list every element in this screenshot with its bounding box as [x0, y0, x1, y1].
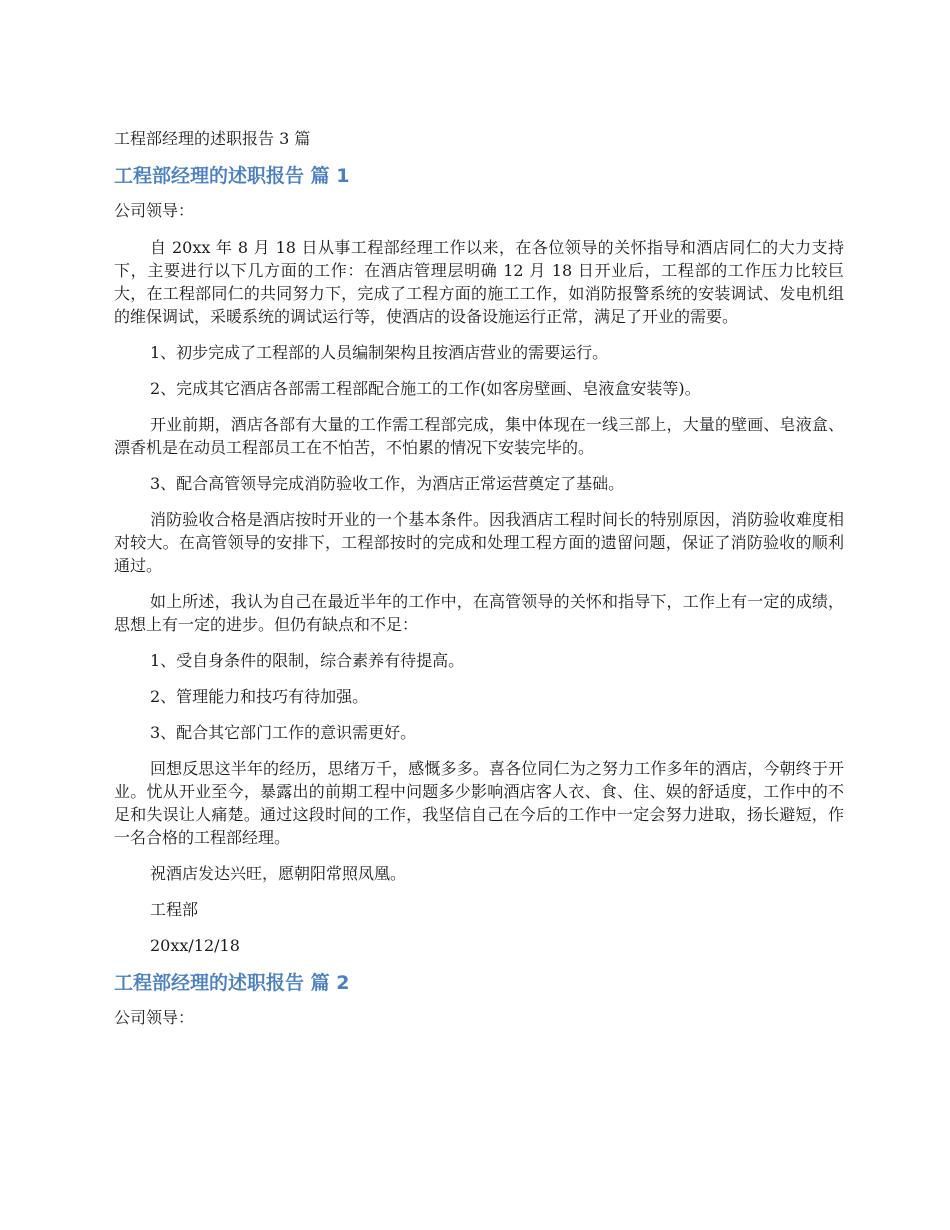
paragraph: 消防验收合格是酒店按时开业的一个基本条件。因我酒店工程时间长的特别原因，消防验收难度相对较大。在高管领导的安排下，工程部按时的完成和处理工程方面的遗留问题，保证了消防验收的顺利通过。: [114, 510, 844, 575]
section-2-salutation: 公司领导：: [114, 1008, 195, 1027]
signature-department: 工程部: [150, 900, 199, 919]
list-item: 2、管理能力和技巧有待加强。: [150, 687, 369, 706]
list-item: 1、初步完成了工程部的人员编制架构且按酒店营业的需要运行。: [150, 343, 609, 362]
signature-date: 20xx/12/18: [150, 936, 240, 955]
paragraph: 回想反思这半年的经历，思绪万千，感慨多多。喜各位同仁为之努力工作多年的酒店，今朝终于开业。忧从开业至今，暴露出的前期工程中问题多少影响酒店客人衣、食、住、娱的舒适度，工作中的不足和失误让人痛楚。通过这段时间的工作，我坚信自己在今后的工作中一定会努力进取，扬长避短，作一名合格的工程部经理。: [114, 759, 844, 847]
section-1-salutation: 公司领导：: [114, 201, 195, 220]
list-item: 3、配合其它部门工作的意识需更好。: [150, 723, 417, 742]
document-page: [114, 118, 844, 1042]
paragraph: 如上所述，我认为自己在最近半年的工作中，在高管领导的关怀和指导下，工作上有一定的成绩，思想上有一定的进步。但仍有缺点和不足：: [114, 592, 844, 634]
list-item: 2、完成其它酒店各部需工程部配合施工的工作(如客房壁画、皂液盒安装等)。: [150, 379, 701, 398]
list-item: 3、配合高管领导完成消防验收工作，为酒店正常运营奠定了基础。: [150, 474, 625, 493]
document-title: 工程部经理的述职报告 3 篇: [114, 129, 311, 148]
section-1-heading: 工程部经理的述职报告 篇 1: [114, 165, 350, 187]
section-2-heading: 工程部经理的述职报告 篇 2: [114, 972, 350, 994]
list-item: 1、受自身条件的限制，综合素养有待提高。: [150, 651, 465, 670]
paragraph: 自 20xx 年 8 月 18 日从事工程部经理工作以来，在各位领导的关怀指导和酒店同仁的大力支持下，主要进行以下几方面的工作：在酒店管理层明确 12 月 18 日开业后，工程部的工作压力比较巨大，在工程部同仁的共同努力下，完成了工程方面的施工工作，如消防报警系统的安装调试、发电机组的维保调试，采暖系统的调试运行等，使酒店的设备设施运行正常，满足了开业的需要。: [114, 238, 844, 326]
closing-wish: 祝酒店发达兴旺，愿朝阳常照凤凰。: [150, 864, 407, 883]
paragraph: 开业前期，酒店各部有大量的工作需工程部完成，集中体现在一线三部上，大量的壁画、皂液盒、漂香机是在动员工程部员工在不怕苦，不怕累的情况下安装完毕的。: [114, 415, 844, 457]
